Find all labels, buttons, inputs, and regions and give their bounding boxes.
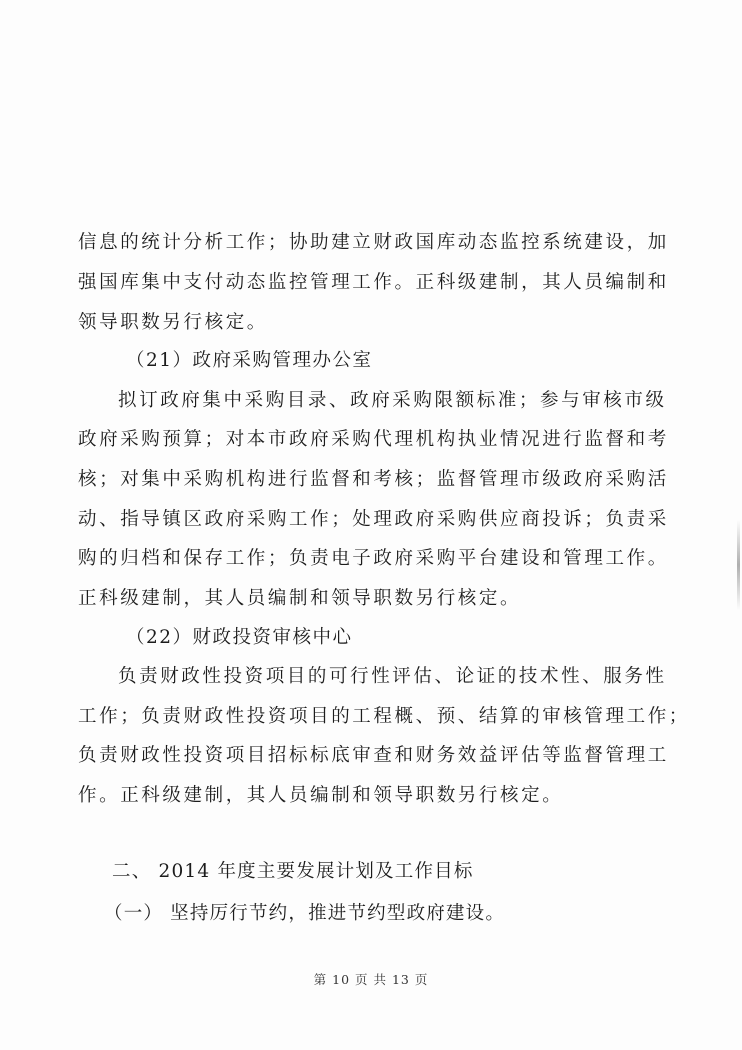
body-line: 负责财政性投资项目的可行性评估、论证的技术性、服务性 bbox=[118, 666, 667, 687]
body-line: 领导职数另行核定。 bbox=[78, 312, 268, 333]
page-footer: 第 10 页 共 13 页 bbox=[313, 972, 429, 987]
body-line: 正科级建制，其人员编制和领导职数另行核定。 bbox=[78, 588, 522, 609]
body-line: 强国库集中支付动态监控管理工作。正科级建制，其人员编制和 bbox=[78, 272, 669, 293]
body-line: 购的归档和保存工作；负责电子政府采购平台建设和管理工作。 bbox=[78, 548, 669, 569]
section-heading-21: （21）政府采购管理办公室 bbox=[126, 350, 373, 371]
body-line: 核；对集中采购机构进行监督和考核；监督管理市级政府采购活 bbox=[78, 469, 669, 490]
body-line: 政府采购预算；对本市政府采购代理机构执业情况进行监督和考 bbox=[78, 429, 669, 450]
section-heading-22: （22）财政投资审核中心 bbox=[126, 627, 353, 648]
body-line: 负责财政性投资项目招标标底审查和财务效益评估等监督管理工 bbox=[78, 745, 669, 766]
body-line: 工作；负责财政性投资项目的工程概、预、结算的审核管理工作； bbox=[78, 706, 690, 727]
body-line: 动、指导镇区政府采购工作；处理政府采购供应商投诉；负责采 bbox=[78, 509, 669, 530]
part-two-title: 二、 2014 年度主要发展计划及工作目标 bbox=[112, 861, 474, 882]
scan-edge-shadow bbox=[737, 520, 740, 610]
body-line: 拟订政府集中采购目录、政府采购限额标准；参与审核市级 bbox=[118, 390, 667, 411]
body-line: 作。正科级建制，其人员编制和领导职数另行核定。 bbox=[78, 785, 564, 806]
part-two-item-1: （一） 坚持厉行节约，推进节约型政府建设。 bbox=[104, 903, 506, 924]
body-line: 信息的统计分析工作；协助建立财政国库动态监控系统建设，加 bbox=[78, 232, 669, 253]
